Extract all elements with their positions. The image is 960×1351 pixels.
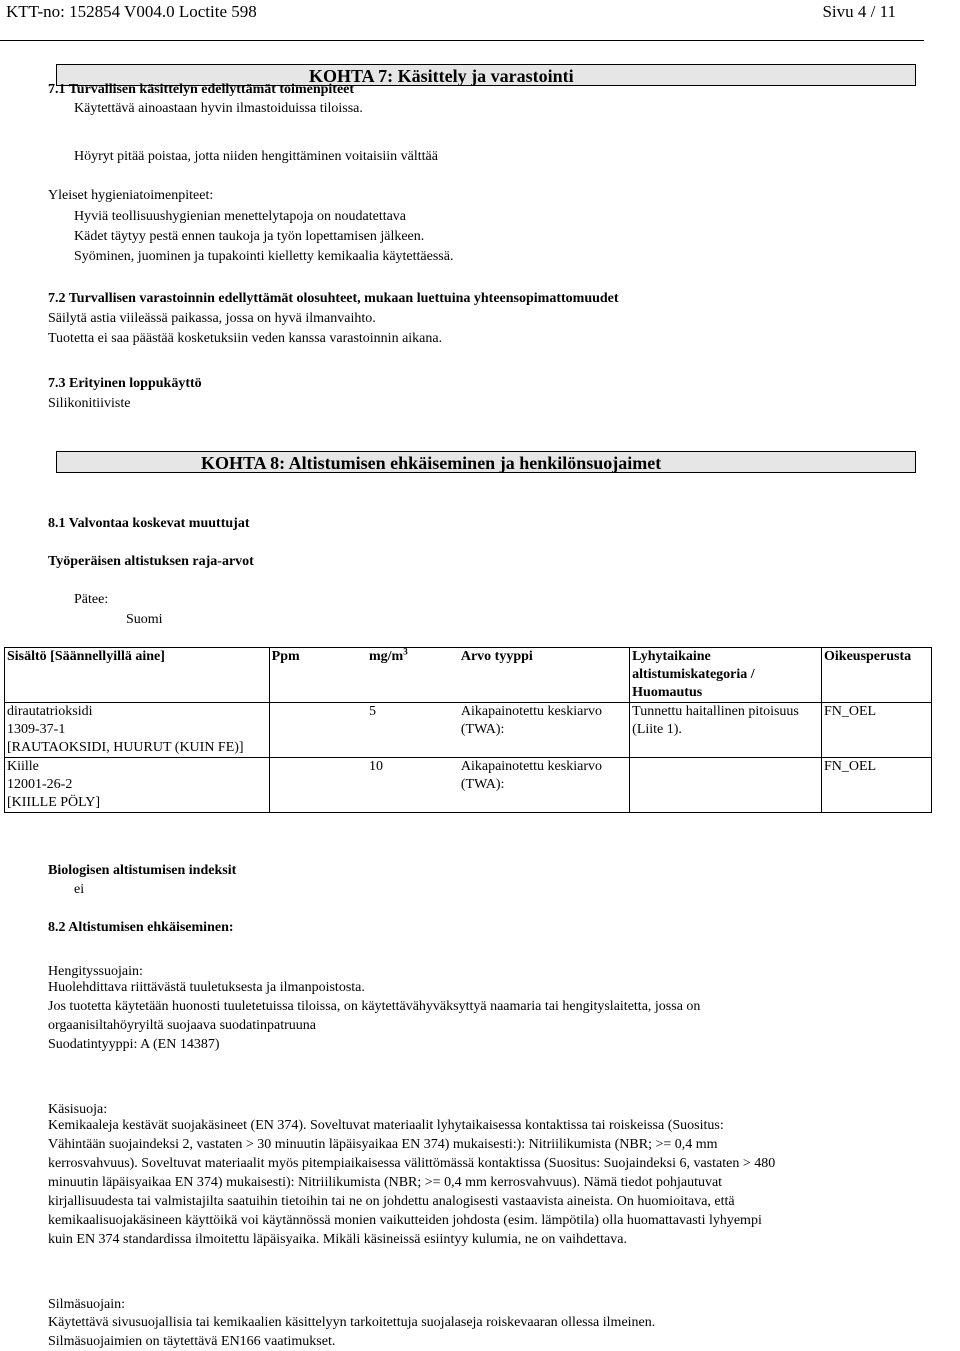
heading-8-2: 8.2 Altistumisen ehkäiseminen: xyxy=(48,920,234,935)
biological-indices-value: ei xyxy=(74,882,85,897)
respiratory-line: Suodatintyyppi: A (EN 14387) xyxy=(48,1037,220,1052)
text-7-2-line-2: Tuotetta ei saa päästää kosketuksiin veden kanssa varastoinnin aikana. xyxy=(48,331,443,346)
hand-line: minuutin läpäisyaikaa EN 374) mukaisesti): Nitriilikumista (NBR; >= 0,4 mm kerrosvahvuus). Nämä tiedot pohjautuvat xyxy=(48,1175,723,1190)
header-ppm: Ppm xyxy=(269,648,367,703)
exposure-limits-table xyxy=(4,647,932,813)
text-7-3: Silikonitiiviste xyxy=(48,396,131,411)
applies-label: Pätee: xyxy=(74,592,109,607)
substance-alias: [KIILLE PÖLY] xyxy=(7,795,101,810)
header-mgm3-label: mg/m xyxy=(368,649,404,664)
exposure-limits-heading: Työperäisen altistuksen raja-arvot xyxy=(48,554,254,569)
section-7-title: KOHTA 7: Käsittely ja varastointi xyxy=(309,66,574,86)
cell-legal-basis: FN_OEL xyxy=(822,703,932,758)
substance-cas: 12001-26-2 xyxy=(7,777,73,792)
cell-legal-basis: FN_OEL xyxy=(822,758,932,813)
hand-line: kemikaalisuojakäsineen käyttöikä voi käytännössä monien vaikutteiden johdosta (esim. lämpötila) olla huomattavasti lyhyempi xyxy=(48,1213,762,1228)
section-8-title-bar xyxy=(56,451,916,473)
hygiene-line-1: Hyviä teollisuushygienian menettelytapoja on noudatettava xyxy=(74,209,407,224)
cell-value-type: Aikapainotettu keskiarvo (TWA): xyxy=(459,703,630,758)
eye-protection-text xyxy=(48,1313,908,1351)
hygiene-line-2: Kädet täytyy pestä ennen taukoja ja työn lopettamisen jälkeen. xyxy=(74,229,425,244)
heading-8-1: 8.1 Valvontaa koskevat muuttujat xyxy=(48,516,250,531)
heading-7-1: 7.1 Turvallisen käsittelyn edellyttämät toimenpiteet xyxy=(48,82,355,97)
text-7-1-line-2: Höyryt pitää poistaa, jotta niiden hengittäminen voitaisiin välttää xyxy=(74,149,438,164)
cell-substance xyxy=(5,758,270,813)
hand-protection-label: Käsisuoja: xyxy=(48,1102,108,1117)
biological-indices-heading: Biologisen altistumisen indeksit xyxy=(48,863,237,878)
cell-category: Tunnettu haitallinen pitoisuus (Liite 1). xyxy=(630,703,822,758)
cell-mgm3: 5 xyxy=(367,703,459,758)
hand-protection-text xyxy=(48,1116,908,1249)
cell-category xyxy=(630,758,822,813)
heading-7-2: 7.2 Turvallisen varastoinnin edellyttämät olosuhteet, mukaan luettuina yhteensopimattomuudet xyxy=(48,291,619,306)
header-mgm3 xyxy=(367,648,459,703)
substance-alias: [RAUTAOKSIDI, HUURUT (KUIN FE)] xyxy=(7,740,244,755)
substance-cas: 1309-37-1 xyxy=(7,722,66,737)
section-8-title: KOHTA 8: Altistumisen ehkäiseminen ja henkilönsuojaimet xyxy=(201,453,662,473)
eye-protection-label: Silmäsuojain: xyxy=(48,1297,125,1312)
cell-mgm3: 10 xyxy=(367,758,459,813)
substance-name: dirautatrioksidi xyxy=(7,704,93,719)
table-row xyxy=(5,703,932,758)
respiratory-line: Huolehdittava riittävästä tuuletuksesta ja ilmanpoistosta. xyxy=(48,980,365,995)
eye-line: Käytettävä sivusuojallisia tai kemikaalien käsittelyyn tarkoitettuja suojalaseja roiskevaaran ollessa ilmeinen. xyxy=(48,1315,656,1330)
eye-line: Silmäsuojaimien on täytettävä EN166 vaatimukset. xyxy=(48,1334,336,1349)
heading-7-3: 7.3 Erityinen loppukäyttö xyxy=(48,376,202,391)
respiratory-line: Jos tuotetta käytetään huonosti tuuletetuissa tiloissa, on käytettävähyväksyttyä naamaria tai hengityslaitetta, jossa on xyxy=(48,999,701,1014)
cell-ppm xyxy=(269,758,367,813)
respiratory-line: orgaanisiltahöyryiltä suojaava suodatinpatruuna xyxy=(48,1018,317,1033)
document-header-info: KTT-no: 152854 V004.0 Loctite 598 xyxy=(6,2,257,21)
hand-line: kirjallisuudesta tai valmistajilta saatuihin tietoihin tai ne on johdettu analogisesti vastaavista aineista. On huomioitava, että xyxy=(48,1194,735,1209)
respiratory-text xyxy=(48,978,908,1054)
hand-line: kerrosvahvuus). Soveltuvat materiaalit myös pitempiaikaisessa välittömässä kontaktissa (Suositus: Suojaindeksi 6, vastaten > 480 xyxy=(48,1156,776,1171)
hand-line: kuin EN 374 standardissa ilmoitettu läpäisyaika. Mikäli käsineissä esiintyy kulumia, ne on vaihdettava. xyxy=(48,1232,627,1247)
header-substance: Sisältö [Säännellyillä aine] xyxy=(5,648,270,703)
applies-value: Suomi xyxy=(126,612,163,627)
header-category: Lyhytaikaine altistumiskategoria / Huomautus xyxy=(630,648,822,703)
hygiene-label: Yleiset hygieniatoimenpiteet: xyxy=(48,188,214,203)
respiratory-label: Hengityssuojain: xyxy=(48,964,143,979)
table-row xyxy=(5,758,932,813)
cell-substance xyxy=(5,703,270,758)
hygiene-line-3: Syöminen, juominen ja tupakointi kielletty kemikaalia käytettäessä. xyxy=(74,249,454,264)
table-header-row xyxy=(5,648,932,703)
hand-line: Vähintään suojaindeksi 2, vastaten > 30 minuutin läpäisyaikaa EN 374) mukaisesti:): Nitriilikumista (NBR; >= 0,4 mm xyxy=(48,1137,718,1152)
cell-ppm xyxy=(269,703,367,758)
header-divider xyxy=(0,40,924,41)
page-number: Sivu 4 / 11 xyxy=(822,2,896,21)
cell-value-type: Aikapainotettu keskiarvo (TWA): xyxy=(459,758,630,813)
text-7-2-line-1: Säilytä astia viileässä paikassa, jossa on hyvä ilmanvaihto. xyxy=(48,311,376,326)
substance-name: Kiille xyxy=(7,759,39,774)
text-7-1-line-1: Käytettävä ainoastaan hyvin ilmastoiduissa tiloissa. xyxy=(74,101,363,116)
header-mgm3-sup: 3 xyxy=(403,646,408,657)
hand-line: Kemikaaleja kestävät suojakäsineet (EN 374). Soveltuvat materiaalit lyhytaikaisessa kontaktissa tai roiskeissa (Suositus: xyxy=(48,1118,724,1133)
header-legal-basis: Oikeusperusta xyxy=(822,648,932,703)
header-value-type: Arvo tyyppi xyxy=(459,648,630,703)
